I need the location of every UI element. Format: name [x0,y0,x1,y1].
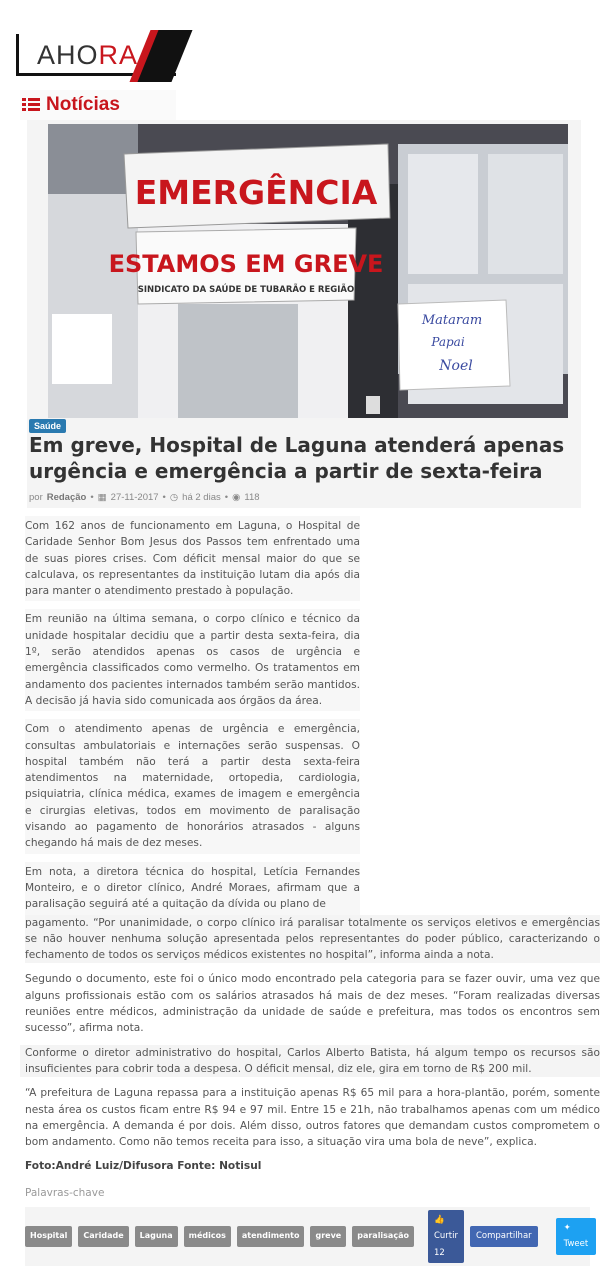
meta-ago: há 2 dias [182,492,221,503]
eye-icon: ◉ [232,492,241,503]
paragraph-3: Com o atendimento apenas de urgência e emergência, consultas ambulatoriais e internações serão suspensas. O hospital também não terá a partir desta sexta-feira atendimentos na maternidade, ortopedia, cardiologia, psiquiatria, clínica médica, exames de imagem e emergência e cirurgias eletivas, todos em movimento de paralisação visando ao pagamento de honorários atrasados - alguns chegando há mais de dez meses. [25,719,360,853]
keywords-label: Palavras-chave [25,1186,105,1199]
meta-separator: • [224,492,229,503]
meta-separator: • [90,492,94,503]
tweet-label: Tweet [563,1239,589,1250]
hero-paper-line1: Mataram [421,313,483,328]
thumbs-up-icon: 👍 [433,1214,445,1225]
site-logo[interactable] [16,34,176,76]
hero-paper-line3: Noel [439,358,473,374]
keyword-tag[interactable]: Laguna [135,1226,178,1246]
category-tag[interactable]: Saúde [29,419,66,433]
logo-text-right: RA [98,40,139,70]
article-meta [29,492,260,503]
article-title: Em greve, Hospital de Laguna atenderá apenas urgência e emergência a partir de sexta-feira [29,433,565,483]
keyword-tag[interactable]: médicos [184,1226,231,1246]
clock-icon: ◷ [169,492,179,503]
keyword-tag[interactable]: atendimento [237,1226,305,1246]
paragraph-2: Em reunião na última semana, o corpo clínico e técnico da unidade hospitalar decidiu que a partir desta sexta-feira, dia 1º, serão atendidos apenas os casos de urgência e emergência classificados como vermelho. Os tratamentos em andamento dos pacientes internados também serão mantidos. A decisão já havia sido comunicada aos órgãos da área. [25,609,360,711]
section-title: Notícias [46,94,120,115]
paragraph-6: Conforme o diretor administrativo do hospital, Carlos Alberto Batista, há algum tempo os recursos são insuficientes para cobrir toda a despesa. O déficit mensal, diz ele, gira em torno de R$ 200 mil. [20,1045,600,1078]
twitter-bird-icon: ✦ [563,1223,571,1234]
hero-sign-top: EMERGÊNCIA [134,173,378,212]
calendar-icon: ▦ [97,492,107,503]
paragraph-4b: pagamento. “Por unanimidade, o corpo clínico irá paralisar totalmente os serviços eletivos e emergências se não houver nenhuma solução apresentada pelos representantes do poder público, caracterizando o fechamento de todos os serviços médicos existentes no hospital”, informa ainda a nota. [25,915,600,964]
keyword-tag[interactable]: greve [310,1226,346,1246]
hero-banner-sub: SINDICATO DA SAÚDE DE TUBARÃO E REGIÃO [137,285,355,295]
paragraph-7: “A prefeitura de Laguna repassa para a instituição apenas R$ 65 mil para a hora-plantão, porém, somente nesta área os custos ficam entre R$ 94 e 97 mil. Entre 15 e 21h, não trabalhamos apenas com um médico na emergência. A demanda é por dois. Além disso, outros fatores que demandam custos comprometem o bom andamento. Como não temos receita para isso, a situação vira uma bola de neve”, explica. [25,1087,600,1149]
facebook-like-button[interactable] [428,1210,464,1263]
meta-separator: • [162,492,166,503]
paragraph-4a: Em nota, a diretora técnica do hospital, Letícia Fernandes Monteiro, e o diretor clínico, André Moraes, afirmam que a paralisação seguirá até a quitação da dívida ou plano de [25,862,360,915]
article-body [20,516,600,1266]
facebook-share-button[interactable]: Compartilhar [470,1226,538,1246]
paragraph-5: Segundo o documento, este foi o único modo encontrado pela categoria para se fazer ouvir, uma vez que alguns profissionais estão com os salários atrasados há mais de dez meses. “Foram realizadas diversas reuniões entre médicos, administração da unidade de saúde e prefeitura, mas todos os encontros sem sucesso”, afirma nota. [25,973,600,1035]
paragraph-1: Com 162 anos de funcionamento em Laguna, o Hospital de Caridade Senhor Bom Jesus dos Passos tem enfrentado uma de suas piores crises. Com déficit mensal maior do que se calculava, os representantes da instituição lutam dia após dia para manter o atendimento prestado à população. [25,516,360,601]
logo-text [37,40,138,71]
article-header-card [27,120,581,508]
meta-by: por [29,492,43,503]
list-icon [22,98,40,112]
photo-credit: Foto:André Luiz/Difusora Fonte: Notisul [25,1160,262,1173]
keywords-row [25,1207,590,1266]
keyword-tag[interactable]: Caridade [78,1226,128,1246]
logo-text-left: AH [37,40,77,70]
tweet-button[interactable] [556,1218,597,1255]
hero-banner-main: ESTAMOS EM GREVE [108,250,384,278]
meta-views: 118 [244,492,260,503]
like-label: Curtir 12 [433,1231,458,1258]
keyword-tag[interactable]: Hospital [25,1226,72,1246]
meta-author[interactable]: Redação [46,492,87,503]
hero-photo [48,124,568,418]
hero-image[interactable] [48,124,568,418]
meta-date: 27-11-2017 [110,492,159,503]
section-header [20,90,176,120]
logo-text-mark: O [76,40,99,70]
hero-paper-line2: Papai [431,335,465,349]
keyword-tag[interactable]: paralisação [352,1226,414,1246]
